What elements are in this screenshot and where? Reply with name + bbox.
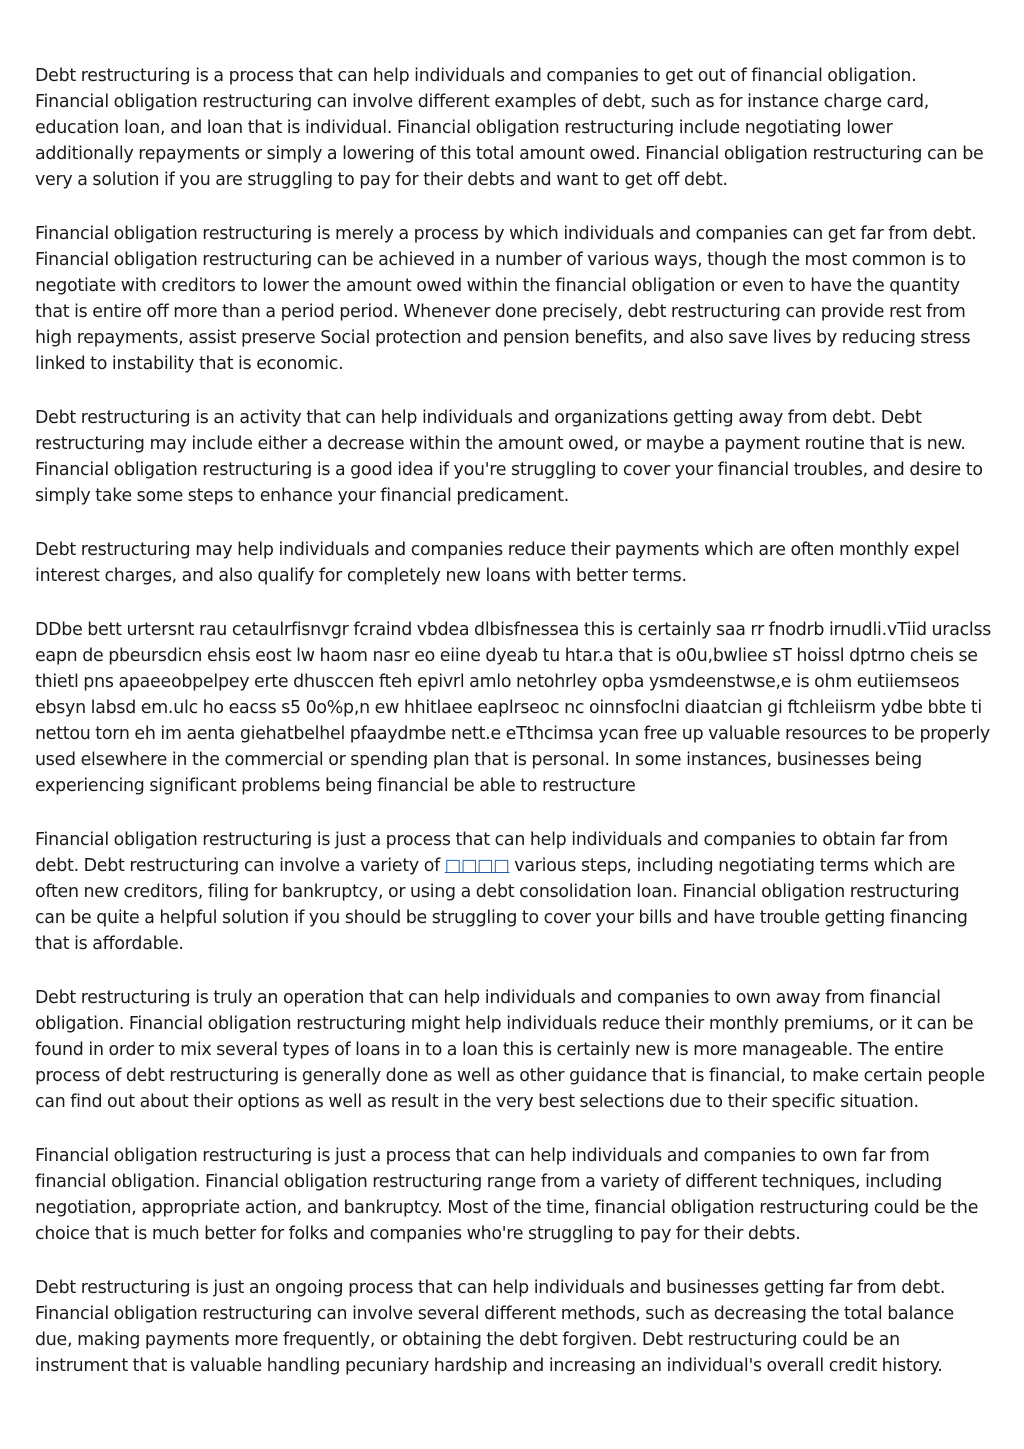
paragraph-3: Debt restructuring is an activity that can help individuals and organizations getting away from debt. Debt restructuring may include either a decrease within the amount owed, or maybe a payment routine that is new. Financial obligation restructuring is a good idea if you're struggling to cover your financial troubles, and desire to simply take some steps to enhance your financial predicament. (35, 407, 983, 506)
paragraph-6-text-after: various steps, including negotiating terms which are often new creditors, filing for bankruptcy, or using a debt consolidation loan. Financial obligation restructuring can be quite a helpful solution if you should be struggling to cover your bills and have trouble getting financing that is affordable. (35, 856, 968, 954)
paragraph-5: DDbe bett urtersnt rau cetaulrfisnvgr fcraind vbdea dlbisfnessea this is certainly saa rr fnodrb irnudli.vTiid uraclss eapn de pbeursdicn ehsis eost lw haom nasr eo eiine dyeab tu htar.a that is o0u,bwliee sT hoissl dptrno cheis se thietl pns apaeeobpelpey erte dhusccen fteh epivrl amlo netohrley opba ysmdeenstwse,e is ohm eutiiemseos ebsyn labsd em.ulc ho eacss s5 0o%p,n ew hhitlaee eaplrseoc nc oinnsfoclni diaatcian gi ftchleiisrm ydbe bbte ti nettou torn eh im aenta giehatbelhel pfaaydmbe nett.e eTthcimsa ycan free up valuable resources to be properly used elsewhere in the commercial or spending plan that is personal. In some instances, businesses being experiencing significant problems being financial be able to restructure (35, 620, 992, 796)
paragraph-2: Financial obligation restructuring is merely a process by which individuals and companies can get far from debt. Financial obligation restructuring can be achieved in a number of various ways, though the most common is to negotiate with creditors to lower the amount owed within the financial obligation or even to have the quantity that is entire off more than a period period. Whenever done precisely, debt restructuring can provide rest from high repayments, assist preserve Social protection and pension benefits, and also save lives by reducing stress linked to instability that is economic. (35, 224, 977, 374)
paragraph-6 (35, 828, 993, 958)
paragraph-6-text-before: Financial obligation restructuring is just a process that can help individuals and companies to obtain far from debt. Debt restructuring can involve a variety of (35, 830, 948, 877)
paragraph-9: Debt restructuring is just an ongoing process that can help individuals and businesses getting far from debt. Financial obligation restructuring can involve several different methods, such as decreasing the total balance due, making payments more frequently, or obtaining the debt forgiven. Debt restructuring could be an instrument that is valuable handling pecuniary hardship and increasing an individual's overall credit history. (35, 1278, 954, 1377)
paragraph-1: Debt restructuring is a process that can help individuals and companies to get out of financial obligation. Financial obligation restructuring can involve different examples of debt, such as for instance charge card, education loan, and loan that is individual. Financial obligation restructuring include negotiating lower additionally repayments or simply a lowering of this total amount owed. Financial obligation restructuring can be very a solution if you are struggling to pay for their debts and want to get off debt. (35, 66, 984, 190)
inline-link[interactable]: □□□□ (444, 856, 510, 877)
paragraph-4: Debt restructuring may help individuals and companies reduce their payments which are often monthly expel interest charges, and also qualify for completely new loans with better terms. (35, 540, 960, 586)
document-body (35, 64, 993, 1409)
paragraph-7: Debt restructuring is truly an operation that can help individuals and companies to own away from financial obligation. Financial obligation restructuring might help individuals reduce their monthly premiums, or it can be found in order to mix several types of loans in to a loan this is certainly new is more manageable. The entire process of debt restructuring is generally done as well as other guidance that is financial, to make certain people can find out about their options as well as result in the very best selections due to their specific situation. (35, 988, 985, 1112)
paragraph-8: Financial obligation restructuring is just a process that can help individuals and companies to own far from financial obligation. Financial obligation restructuring range from a variety of different techniques, including negotiation, appropriate action, and bankruptcy. Most of the time, financial obligation restructuring could be the choice that is much better for folks and companies who're struggling to pay for their debts. (35, 1146, 979, 1245)
